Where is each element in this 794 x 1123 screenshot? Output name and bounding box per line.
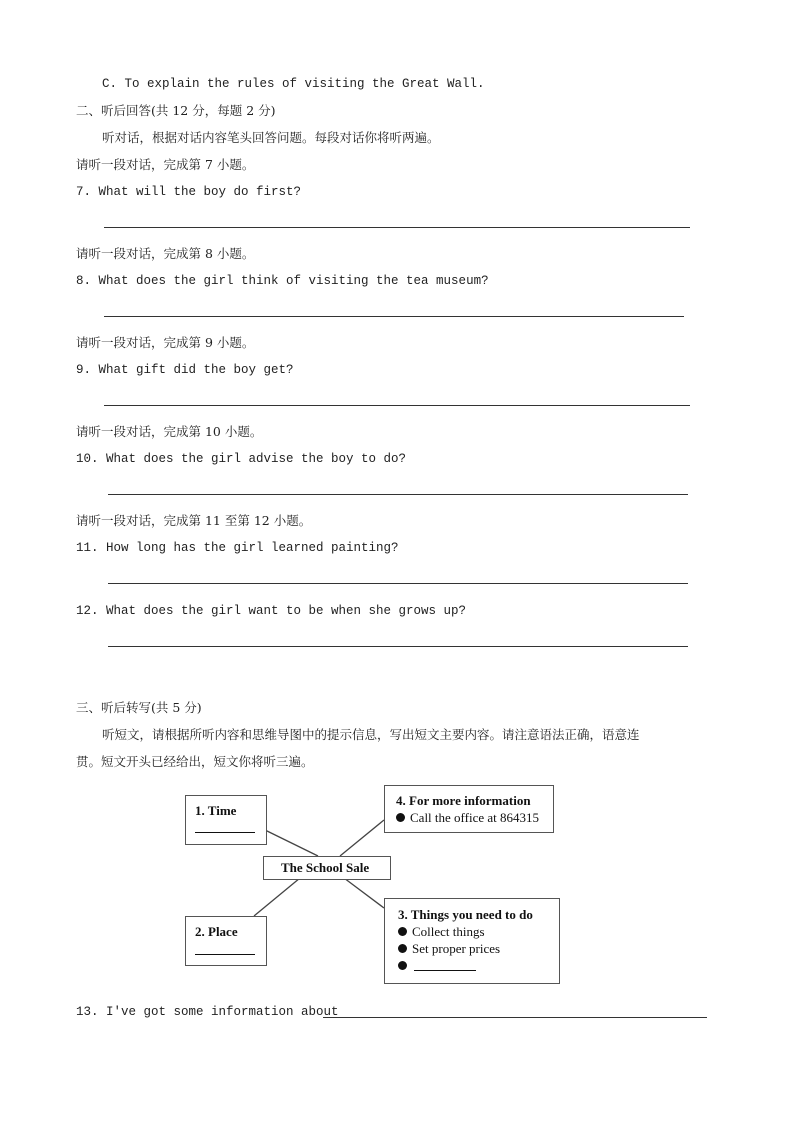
- bullet-icon: [396, 813, 405, 822]
- place-title: 2. Place: [195, 924, 238, 939]
- todo-blank[interactable]: [414, 970, 476, 971]
- section3-heading: 三、听后转写(共 5 分): [76, 700, 202, 715]
- question-10: 10. What does the girl advise the boy to do?: [76, 452, 407, 466]
- bullet-icon: [398, 944, 407, 953]
- bullet-icon: [398, 927, 407, 936]
- todo-item-2-text: Set proper prices: [412, 941, 501, 956]
- section2-heading: 二、听后回答(共 12 分，每题 2 分): [76, 103, 276, 118]
- question-12: 12. What does the girl want to be when she grows up?: [76, 604, 467, 618]
- time-title: 1. Time: [195, 803, 237, 818]
- place-blank[interactable]: [195, 954, 255, 955]
- todo-item-1: [398, 924, 485, 940]
- todo-item-3: [398, 958, 412, 974]
- section3-instruction-1: 听短文，请根据所听内容和思维导图中的提示信息，写出短文主要内容。请注意语法正确，语意连: [102, 727, 640, 742]
- bullet-icon: [398, 961, 407, 970]
- info-item-text: Call the office at 864315: [410, 810, 540, 825]
- question-8: 8. What does the girl think of visiting the tea museum?: [76, 274, 489, 288]
- prompt-q9: 请听一段对话，完成第 9 小题。: [76, 335, 255, 350]
- option-c: C. To explain the rules of visiting the Great Wall.: [102, 77, 485, 91]
- info-item: [396, 810, 539, 826]
- info-title: 4. For more information: [396, 793, 531, 808]
- section3-instruction-2: 贯。短文开头已经给出，短文你将听三遍。: [76, 754, 314, 769]
- prompt-q8: 请听一段对话，完成第 8 小题。: [76, 246, 255, 261]
- prompt-q10: 请听一段对话，完成第 10 小题。: [76, 424, 263, 439]
- prompt-q7: 请听一段对话，完成第 7 小题。: [76, 157, 255, 172]
- todo-item-1-text: Collect things: [412, 924, 485, 939]
- center-title: The School Sale: [281, 860, 370, 875]
- section2-instruction: 听对话，根据对话内容笔头回答问题。每段对话你将听两遍。: [102, 130, 440, 145]
- question-7: 7. What will the boy do first?: [76, 185, 302, 199]
- question-11: 11. How long has the girl learned painting?: [76, 541, 399, 555]
- question-9: 9. What gift did the boy get?: [76, 363, 294, 377]
- time-blank[interactable]: [195, 832, 255, 833]
- question-13: 13. I've got some information about: [76, 1005, 339, 1019]
- todo-item-2: [398, 941, 500, 957]
- answer-line-13[interactable]: [323, 1017, 707, 1018]
- prompt-q11-12: 请听一段对话，完成第 11 至第 12 小题。: [76, 513, 312, 528]
- todo-title: 3. Things you need to do: [398, 907, 533, 922]
